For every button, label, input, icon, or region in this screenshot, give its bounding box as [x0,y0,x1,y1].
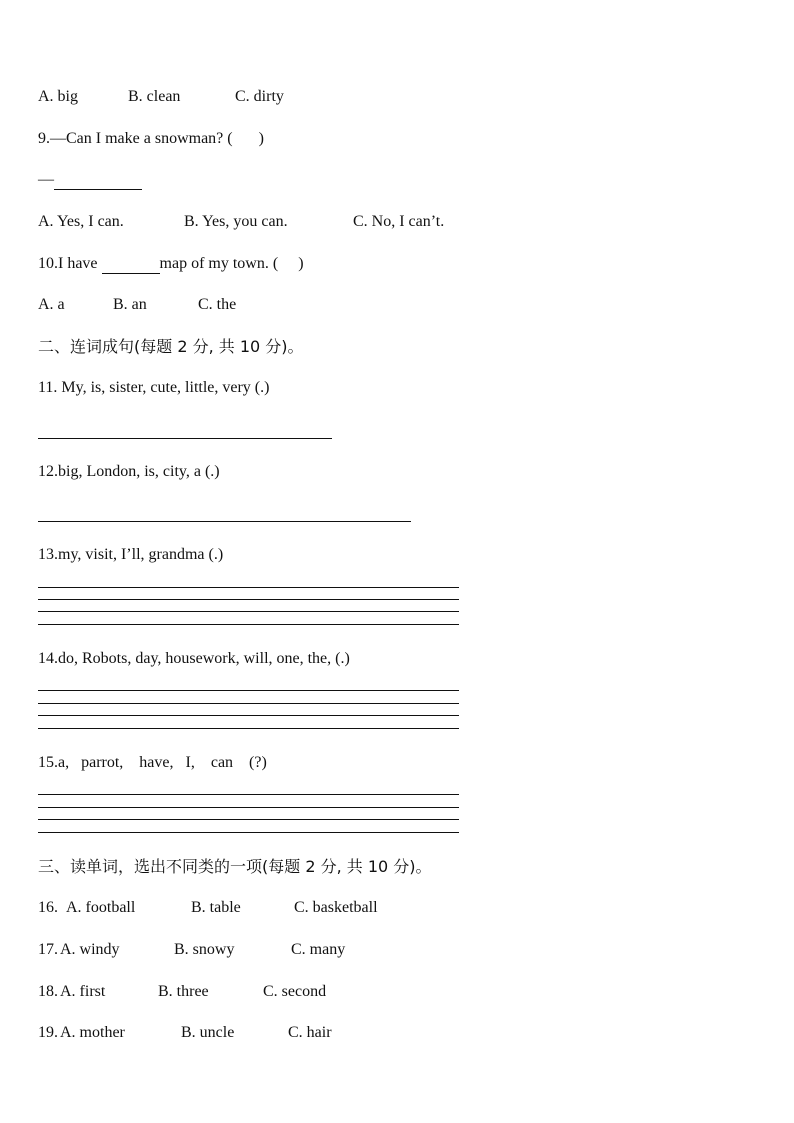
q14-writing-line[interactable] [38,715,459,716]
q17-option-b[interactable]: B. snowy [174,941,235,958]
q15-writing-line[interactable] [38,819,459,820]
q10-text-post: map of my town. ( [159,255,279,272]
q18-option-b[interactable]: B. three [158,983,209,1000]
q17-number: 17. [38,941,58,958]
q19-option-b[interactable]: B. uncle [181,1024,235,1041]
q11-answer-line[interactable] [38,438,332,439]
q9-question-text: 9.—Can I make a snowman? ( [38,130,233,147]
q13-writing-line[interactable] [38,624,459,625]
q9-option-c[interactable]: C. No, I can’t. [353,213,445,230]
section-2-heading: 二、连词成句(每题 2 分, 共 10 分)。 [38,337,304,356]
q16-option-c[interactable]: C. basketball [294,899,378,916]
q15-writing-line[interactable] [38,807,459,808]
q19-option-c[interactable]: C. hair [288,1024,332,1041]
q18-option-a[interactable]: A. first [60,983,106,1000]
q9-question [38,129,264,149]
q12-prompt: 12.big, London, is, city, a (.) [38,463,220,480]
q17-option-a[interactable]: A. windy [60,941,120,958]
q8-option-c[interactable]: C. dirty [235,88,284,105]
q14-writing-line[interactable] [38,703,459,704]
q19-number: 19. [38,1024,58,1041]
q8-option-a[interactable]: A. big [38,88,78,105]
q9-option-a[interactable]: A. Yes, I can. [38,213,124,230]
q10-option-a[interactable]: A. a [38,296,65,313]
q16-number: 16. [38,899,58,916]
q10-answer-blank[interactable] [102,257,160,274]
q13-writing-line[interactable] [38,587,459,588]
q18-number: 18. [38,983,58,1000]
q16-option-a[interactable]: A. football [66,899,136,916]
q9-response [38,170,142,190]
q15-writing-line[interactable] [38,832,459,833]
q13-writing-line[interactable] [38,611,459,612]
q14-prompt: 14.do, Robots, day, housework, will, one, the, (.) [38,650,350,667]
section-3-heading: 三、读单词，选出不同类的一项(每题 2 分, 共 10 分)。 [38,857,432,876]
q15-prompt: 15.a, parrot, have, I, can (?) [38,754,267,771]
q14-writing-line[interactable] [38,728,459,729]
q13-writing-line[interactable] [38,599,459,600]
q15-writing-line[interactable] [38,794,459,795]
q9-dash: — [38,171,54,188]
q17-option-c[interactable]: C. many [291,941,346,958]
q10-option-c[interactable]: C. the [198,296,237,313]
q18-option-c[interactable]: C. second [263,983,327,1000]
q11-prompt: 11. My, is, sister, cute, little, very (.) [38,379,270,396]
q10-question [38,254,304,274]
q16-option-b[interactable]: B. table [191,899,241,916]
q12-answer-line[interactable] [38,521,411,522]
q19-option-a[interactable]: A. mother [60,1024,125,1041]
q14-writing-line[interactable] [38,690,459,691]
q10-text-pre: 10.I have [38,255,98,272]
q9-question-close: ) [258,130,264,147]
q9-answer-blank[interactable] [54,171,142,190]
q8-option-b[interactable]: B. clean [128,88,181,105]
q10-close: ) [298,255,304,272]
q10-option-b[interactable]: B. an [113,296,147,313]
q9-option-b[interactable]: B. Yes, you can. [184,213,288,230]
q13-prompt: 13.my, visit, I’ll, grandma (.) [38,546,224,563]
